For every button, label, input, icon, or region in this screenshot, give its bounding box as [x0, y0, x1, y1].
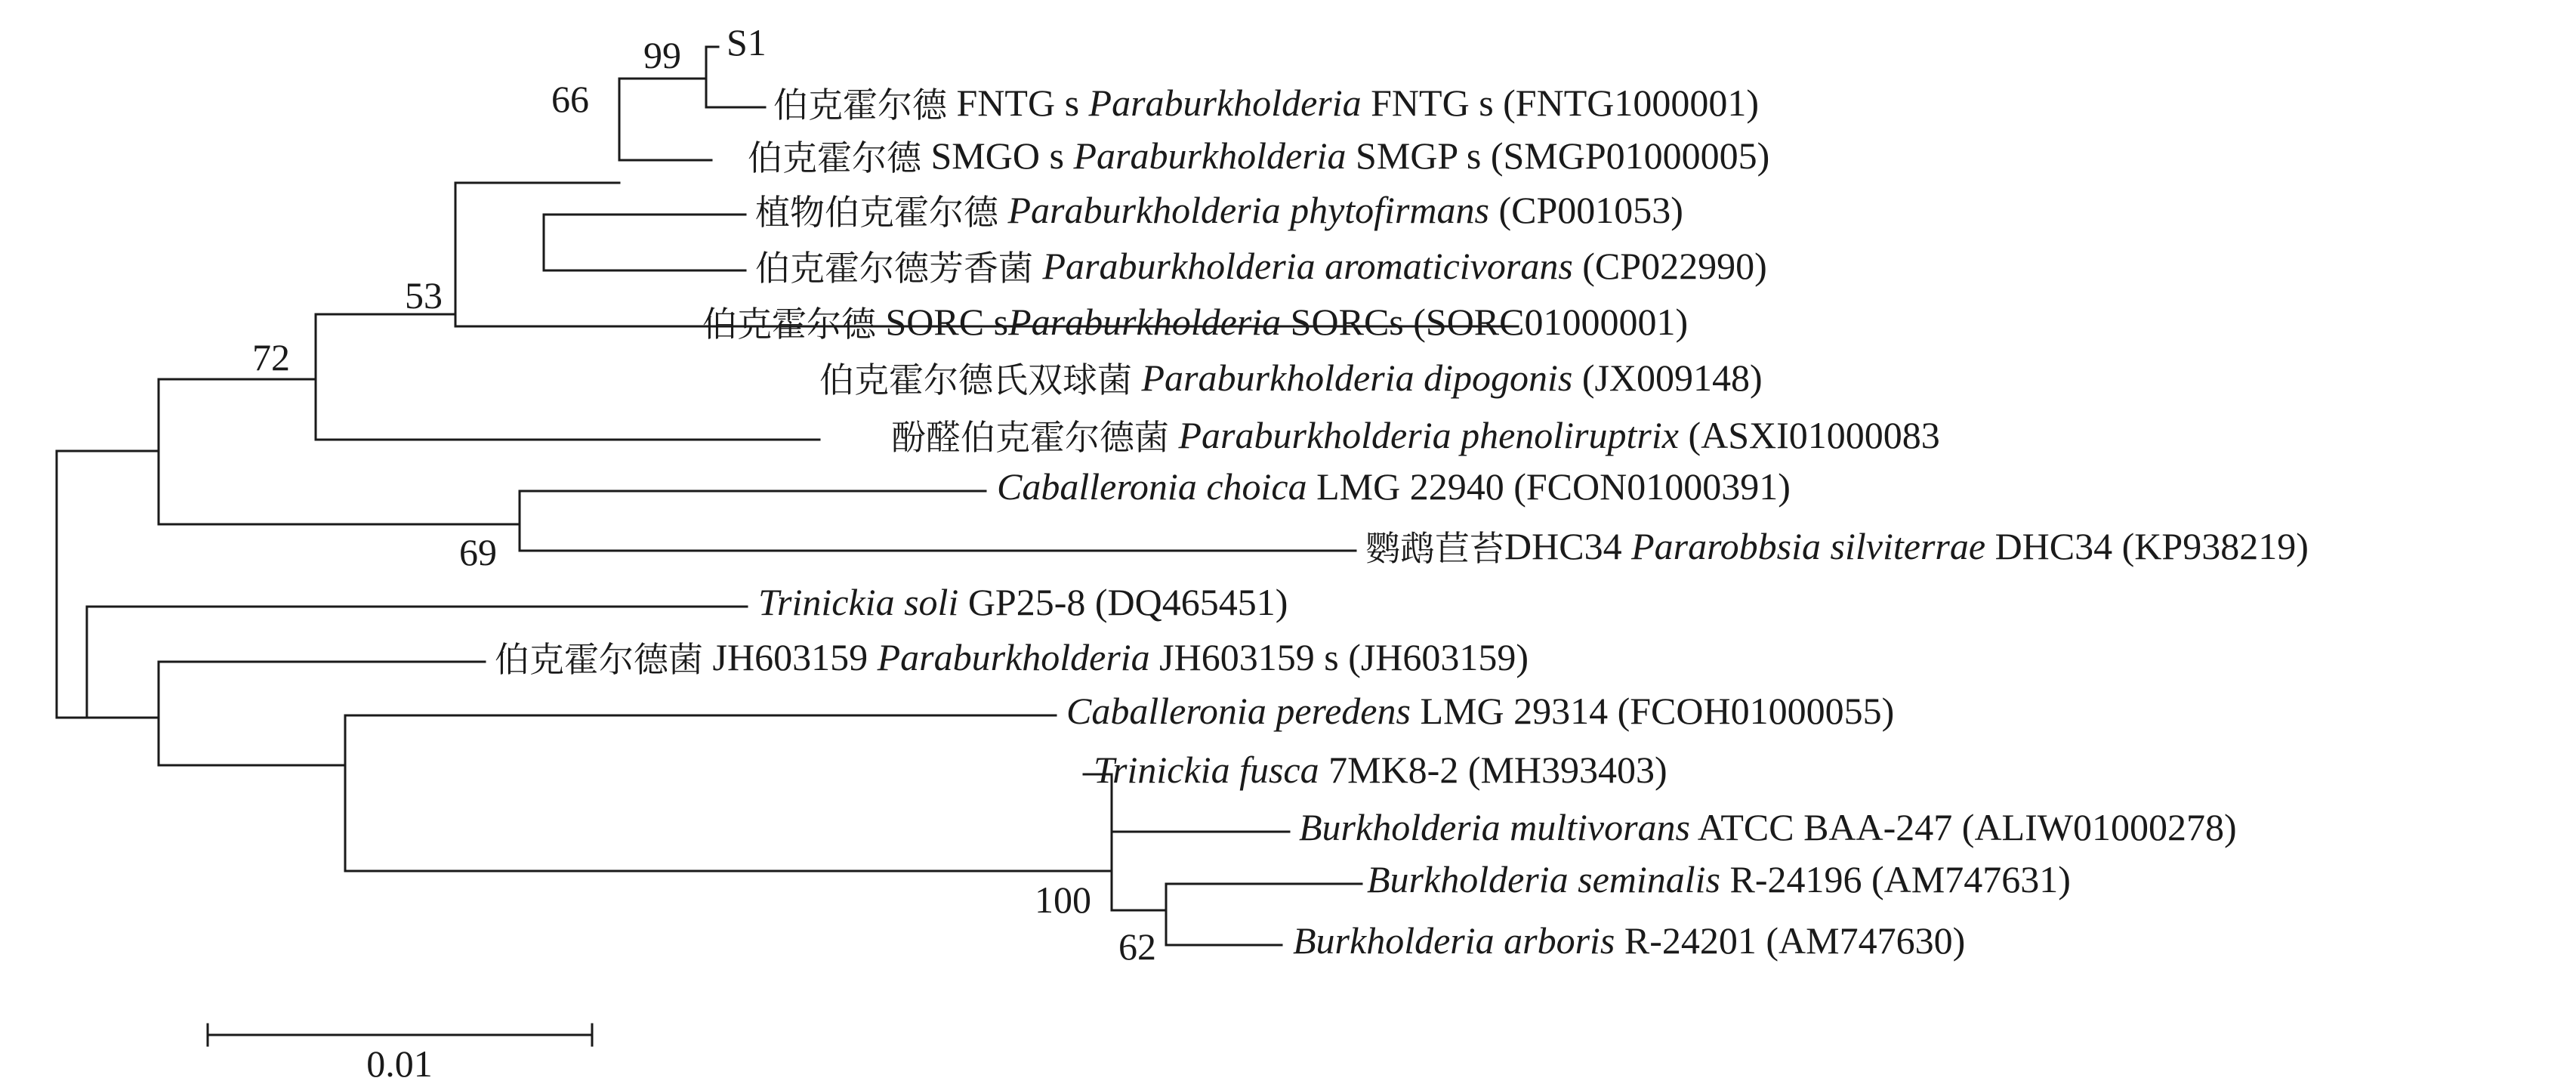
taxon-label — [755, 245, 1767, 288]
bootstrap-value: 62 — [1118, 925, 1156, 968]
taxon-label-segment: (CP001053) — [1489, 189, 1683, 232]
taxon-label-segment: Paraburkholderia phytofirmans — [1007, 189, 1489, 232]
taxon-label-segment: ATCC BAA-247 (ALIW01000278) — [1690, 806, 2237, 849]
taxon-label-segment: LMG 22940 (FCON01000391) — [1307, 465, 1791, 508]
bootstrap-value: 99 — [643, 34, 681, 76]
taxon-label-segment: DHC34 — [1504, 525, 1632, 568]
node-99-branch — [619, 79, 711, 160]
taxon-label-segment — [998, 189, 1008, 231]
scale-bar — [208, 1024, 592, 1081]
taxon-label-segment: Burkholderia arboris — [1293, 919, 1615, 962]
taxon-label-segment — [1033, 245, 1043, 287]
taxon-label — [748, 134, 1769, 178]
taxon-label-segment: R-24196 (AM747631) — [1720, 858, 2071, 901]
node-jh-branch — [159, 662, 485, 765]
taxon-label — [1365, 525, 2309, 568]
taxon-label-segment: Paraburkholderia — [1073, 134, 1347, 178]
taxon-label-segment: 伯克霍尔德芳香菌 — [755, 247, 1033, 289]
taxon-label-segment: SMGO s — [921, 134, 1074, 178]
node-72-branch — [159, 379, 520, 524]
taxon-label-segment: 伯克霍尔德 — [773, 84, 947, 125]
bootstrap-value: 53 — [405, 274, 443, 317]
taxon-label-segment: Burkholderia seminalis — [1367, 858, 1721, 901]
taxon-label-segment: SMGP s (SMGP01000005) — [1346, 134, 1770, 178]
taxon-label-segment: SORCs (SORC01000001) — [1281, 301, 1689, 344]
taxon-label-segment: GP25-8 (DQ465451) — [958, 581, 1288, 624]
taxon-label-segment: Paraburkholderia dipogonis — [1141, 357, 1573, 400]
taxon-label-segment: Paraburkholderia aromaticivorans — [1042, 245, 1573, 288]
taxon-label-segment: S1 — [727, 21, 767, 64]
taxon-label-segment: 伯克霍尔德 — [748, 137, 921, 178]
bootstrap-value: 66 — [551, 78, 589, 120]
taxon-label — [1367, 858, 2071, 900]
taxon-label-segment: DHC34 (KP938219) — [1985, 525, 2309, 568]
taxon-label-segment: Pararobbsia silviterrae — [1631, 525, 1986, 568]
taxon-label-segment: Paraburkholderia — [877, 636, 1150, 679]
taxon-label — [1299, 806, 2237, 848]
taxon-label — [702, 301, 1688, 344]
taxon-label — [1094, 749, 1667, 791]
node-100-branch — [1112, 832, 1289, 910]
taxon-label-segment: JH603159 — [703, 636, 878, 679]
taxon-label-segment: FNTG s — [947, 82, 1089, 125]
taxon-label — [997, 465, 1791, 508]
taxon-label-segment: 伯克霍尔德菌 — [495, 638, 703, 680]
taxon-label-segment — [1169, 414, 1179, 456]
taxon-label-segment: Burkholderia multivorans — [1299, 806, 1691, 849]
taxon-label — [1293, 919, 1965, 962]
taxon-label-segment: (ASXI01000083 — [1678, 414, 1940, 457]
bootstrap-value: 100 — [1035, 879, 1091, 921]
taxon-label-segment: Trinickia fusca — [1094, 749, 1319, 792]
taxon-label-segment: Paraburkholderia — [1088, 82, 1362, 125]
bootstrap-value: 69 — [459, 531, 497, 573]
scale-bar-label: 0.01 — [366, 1042, 433, 1081]
taxon-label-segment: Caballeronia choica — [997, 465, 1307, 508]
taxon-label-segment: LMG 29314 (FCOH01000055) — [1410, 690, 1895, 733]
taxon-label-segment: Trinickia soli — [758, 581, 959, 624]
taxon-label-segment: 伯克霍尔德 — [702, 303, 876, 344]
taxon-label-segment: FNTG s (FNTG1000001) — [1361, 82, 1760, 125]
taxon-label-segment: JH603159 s (JH603159) — [1149, 636, 1529, 679]
taxon-label-segment: 7MK8-2 (MH393403) — [1319, 749, 1667, 792]
taxon-label — [1066, 690, 1894, 732]
taxon-label-segment: 植物伯克霍尔德 — [755, 191, 998, 233]
node-phyto-aroma-branch — [544, 215, 745, 270]
taxon-label — [773, 82, 1759, 125]
taxon-label-segment: (CP022990) — [1572, 245, 1767, 288]
taxon-label-segment: 酚醛伯克霍尔德菌 — [891, 416, 1169, 458]
bootstrap-value: 72 — [252, 336, 290, 378]
taxon-label-segment: Caballeronia peredens — [1066, 690, 1411, 733]
taxon-label-segment: Paraburkholderia — [1008, 301, 1282, 344]
taxon-label-segment: 伯克霍尔德氏双球菌 — [819, 359, 1132, 400]
taxon-label — [727, 21, 767, 63]
node-peredens-fusca-branch — [345, 715, 1112, 871]
taxon-label-segment: 鹦鹉苣苔 — [1365, 527, 1504, 569]
taxon-label-segment — [1132, 357, 1142, 399]
taxon-label — [755, 189, 1683, 232]
taxon-label — [891, 414, 1940, 457]
taxon-label — [758, 581, 1288, 623]
taxon-label — [819, 357, 1763, 400]
root-branch — [57, 451, 159, 718]
taxon-label-segment: R-24201 (AM747630) — [1615, 919, 1966, 962]
taxon-label-segment: Paraburkholderia phenoliruptrix — [1178, 414, 1679, 457]
taxon-label — [495, 636, 1529, 679]
taxon-label-segment: (JX009148) — [1572, 357, 1763, 400]
taxon-label-segment: SORC s — [876, 301, 1009, 344]
